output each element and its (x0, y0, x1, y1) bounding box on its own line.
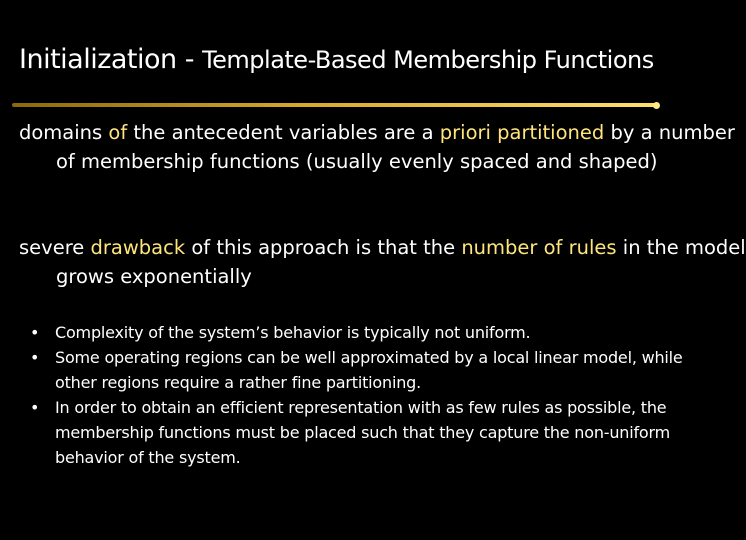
paragraph-text: severe (19, 236, 91, 259)
paragraph-text: of this approach is that the (185, 236, 462, 259)
bullet-text: Some operating regions can be well approximated by a local linear model, while other regions require a rather fine partitioning. (55, 348, 683, 392)
highlight-text: priori partitioned (439, 121, 605, 144)
bullet-text: Complexity of the system’s behavior is typically not uniform. (55, 323, 531, 342)
paragraph-text: the antecedent variables are a (127, 121, 440, 144)
bullet-text: In order to obtain an efficient representation with as few rules as possible, the membership functions must be placed such that they capture the non-uniform behavior of the system. (55, 398, 670, 467)
list-item (30, 395, 715, 470)
title-divider (12, 103, 658, 107)
highlight-text: of (108, 121, 128, 144)
bullet-icon: • (30, 323, 40, 342)
highlight-text: number of rules (461, 236, 617, 259)
paragraph-partitioning (19, 118, 746, 176)
paragraph-drawback (19, 233, 746, 291)
list-item (30, 345, 715, 395)
bullet-list (30, 320, 715, 470)
paragraph-text: domains (19, 121, 109, 144)
title-divider-tip (653, 102, 660, 109)
highlight-text: drawback (90, 236, 186, 259)
list-item (30, 320, 715, 345)
bullet-icon: • (30, 348, 40, 367)
slide-title (19, 44, 709, 75)
bullet-icon: • (30, 398, 40, 417)
title-rest: Template-Based Membership Functions (202, 46, 654, 74)
title-lead: Initialization - (19, 44, 203, 75)
paragraph-text: in the model grows exponentially (56, 236, 746, 288)
paragraph-text: by a number of membership functions (usually evenly spaced and shaped) (56, 121, 735, 173)
